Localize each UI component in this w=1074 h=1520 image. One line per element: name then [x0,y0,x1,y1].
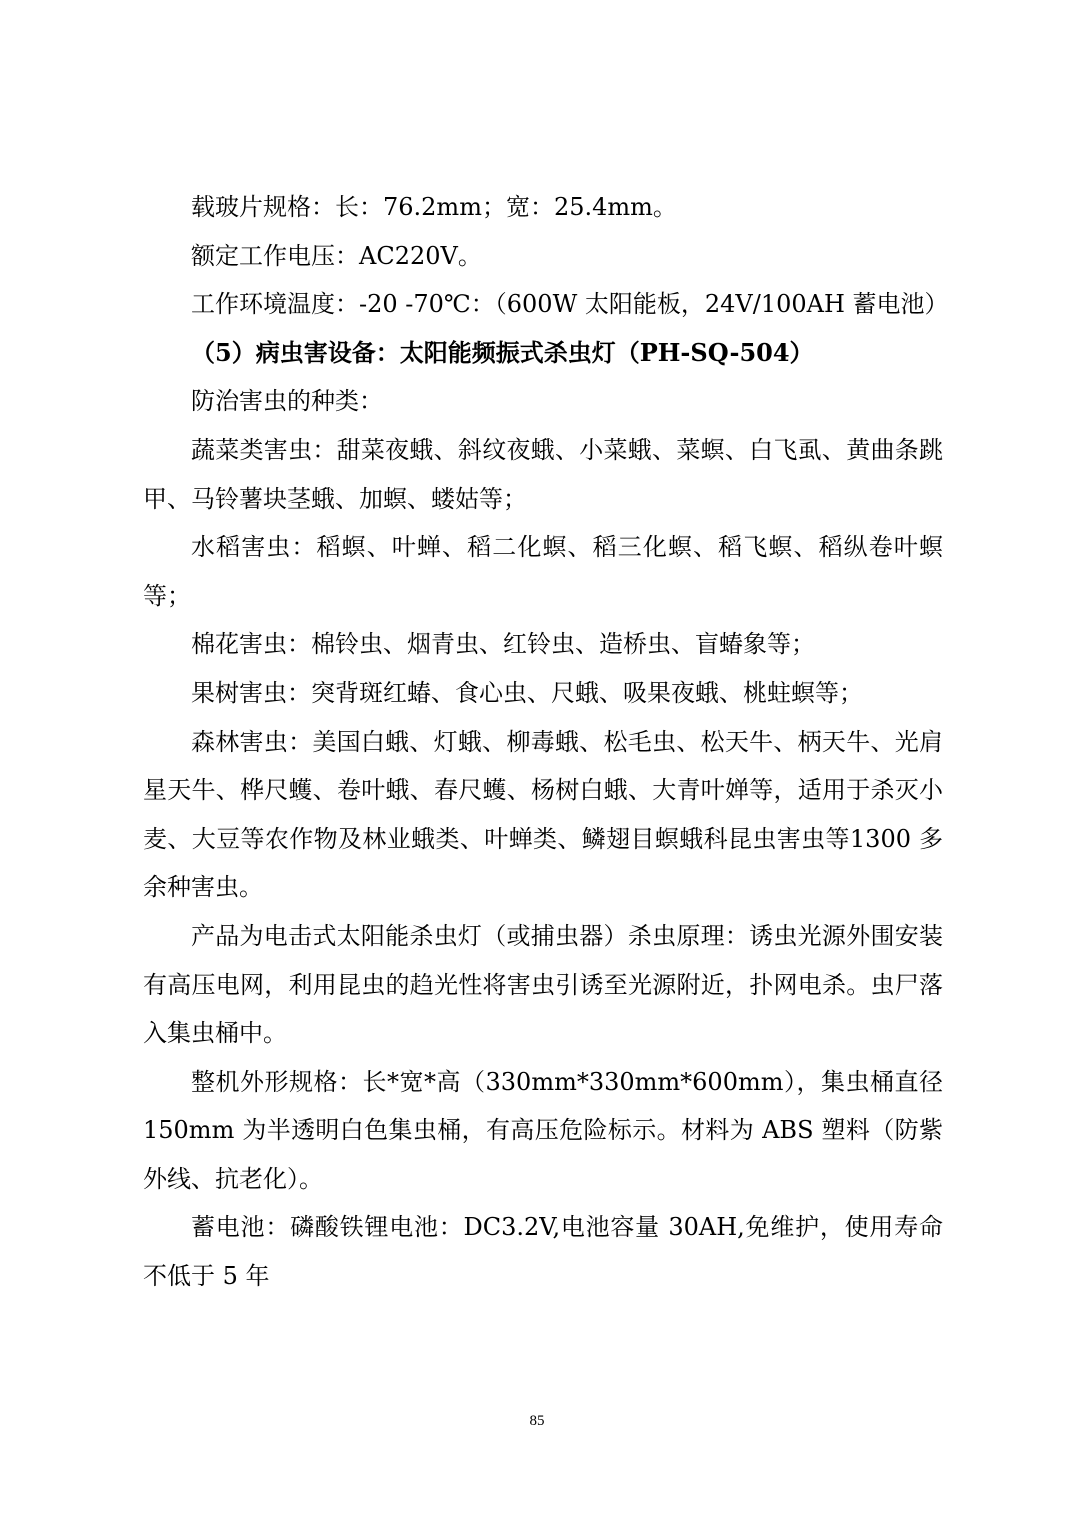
paragraph-fruit-tree-pests: 果树害虫：突背斑红蝽、食心虫、尺蛾、吸果夜蛾、桃蛀螟等； [191,678,863,707]
paragraph-battery: 蓄电池：磷酸铁锂电池：DC3.2V,电池容量 30AH,免维护，使用寿命不低于 5 年 [143,1213,943,1291]
paragraph-rated-voltage: 额定工作电压：AC220V。 [191,241,482,270]
section-heading-pest-device: （5）病虫害设备：太阳能频振式杀虫灯（PH-SQ-504） [191,337,814,367]
paragraph-rice-pests: 水稻害虫：稻螟、叶蝉、稻二化螟、稻三化螟、稻飞螟、稻纵卷叶螟等； [143,533,943,610]
paragraph-vegetable-pests: 蔬菜类害虫：甜菜夜蛾、斜纹夜蛾、小菜蛾、菜螟、白飞虱、黄曲条跳甲、马铃薯块茎蛾、加螟、蝼姑等； [143,435,943,513]
paragraph-operating-temperature: 工作环境温度：-20 -70℃：（600W 太阳能板，24V/100AH 蓄电池） [191,290,949,319]
paragraph-pest-types-intro: 防治害虫的种类： [191,387,383,416]
page-number: 85 [529,1413,545,1429]
paragraph-forest-pests: 森林害虫：美国白蛾、灯蛾、柳毒蛾、松毛虫、松天牛、柄天牛、光肩星天牛、桦尺蠖、卷叶蛾、春尺蠖、杨树白蛾、大青叶婵等，适用于杀灭小麦、大豆等农作物及林业蛾类、叶蝉类、鳞翅目螟蛾科昆虫害虫等1300 多余种害虫。 [143,727,943,902]
paragraph-slide-spec: 载玻片规格：长：76.2mm；宽：25.4mm。 [191,193,677,221]
paragraph-dimensions: 整机外形规格：长*宽*高（330mm*330mm*600mm），集虫桶直径150mm 为半透明白色集虫桶，有高压危险标示。材料为 ABS 塑料（防紫外线、抗老化）。 [143,1067,943,1193]
paragraph-cotton-pests: 棉花害虫：棉铃虫、烟青虫、红铃虫、造桥虫、盲蝽象等； [191,630,815,659]
paragraph-working-principle: 产品为电击式太阳能杀虫灯（或捕虫器）杀虫原理：诱虫光源外围安装有高压电网，利用昆虫的趋光性将害虫引诱至光源附近，扑网电杀。虫尸落入集虫桶中。 [143,921,943,1048]
document-body [143,183,949,1301]
